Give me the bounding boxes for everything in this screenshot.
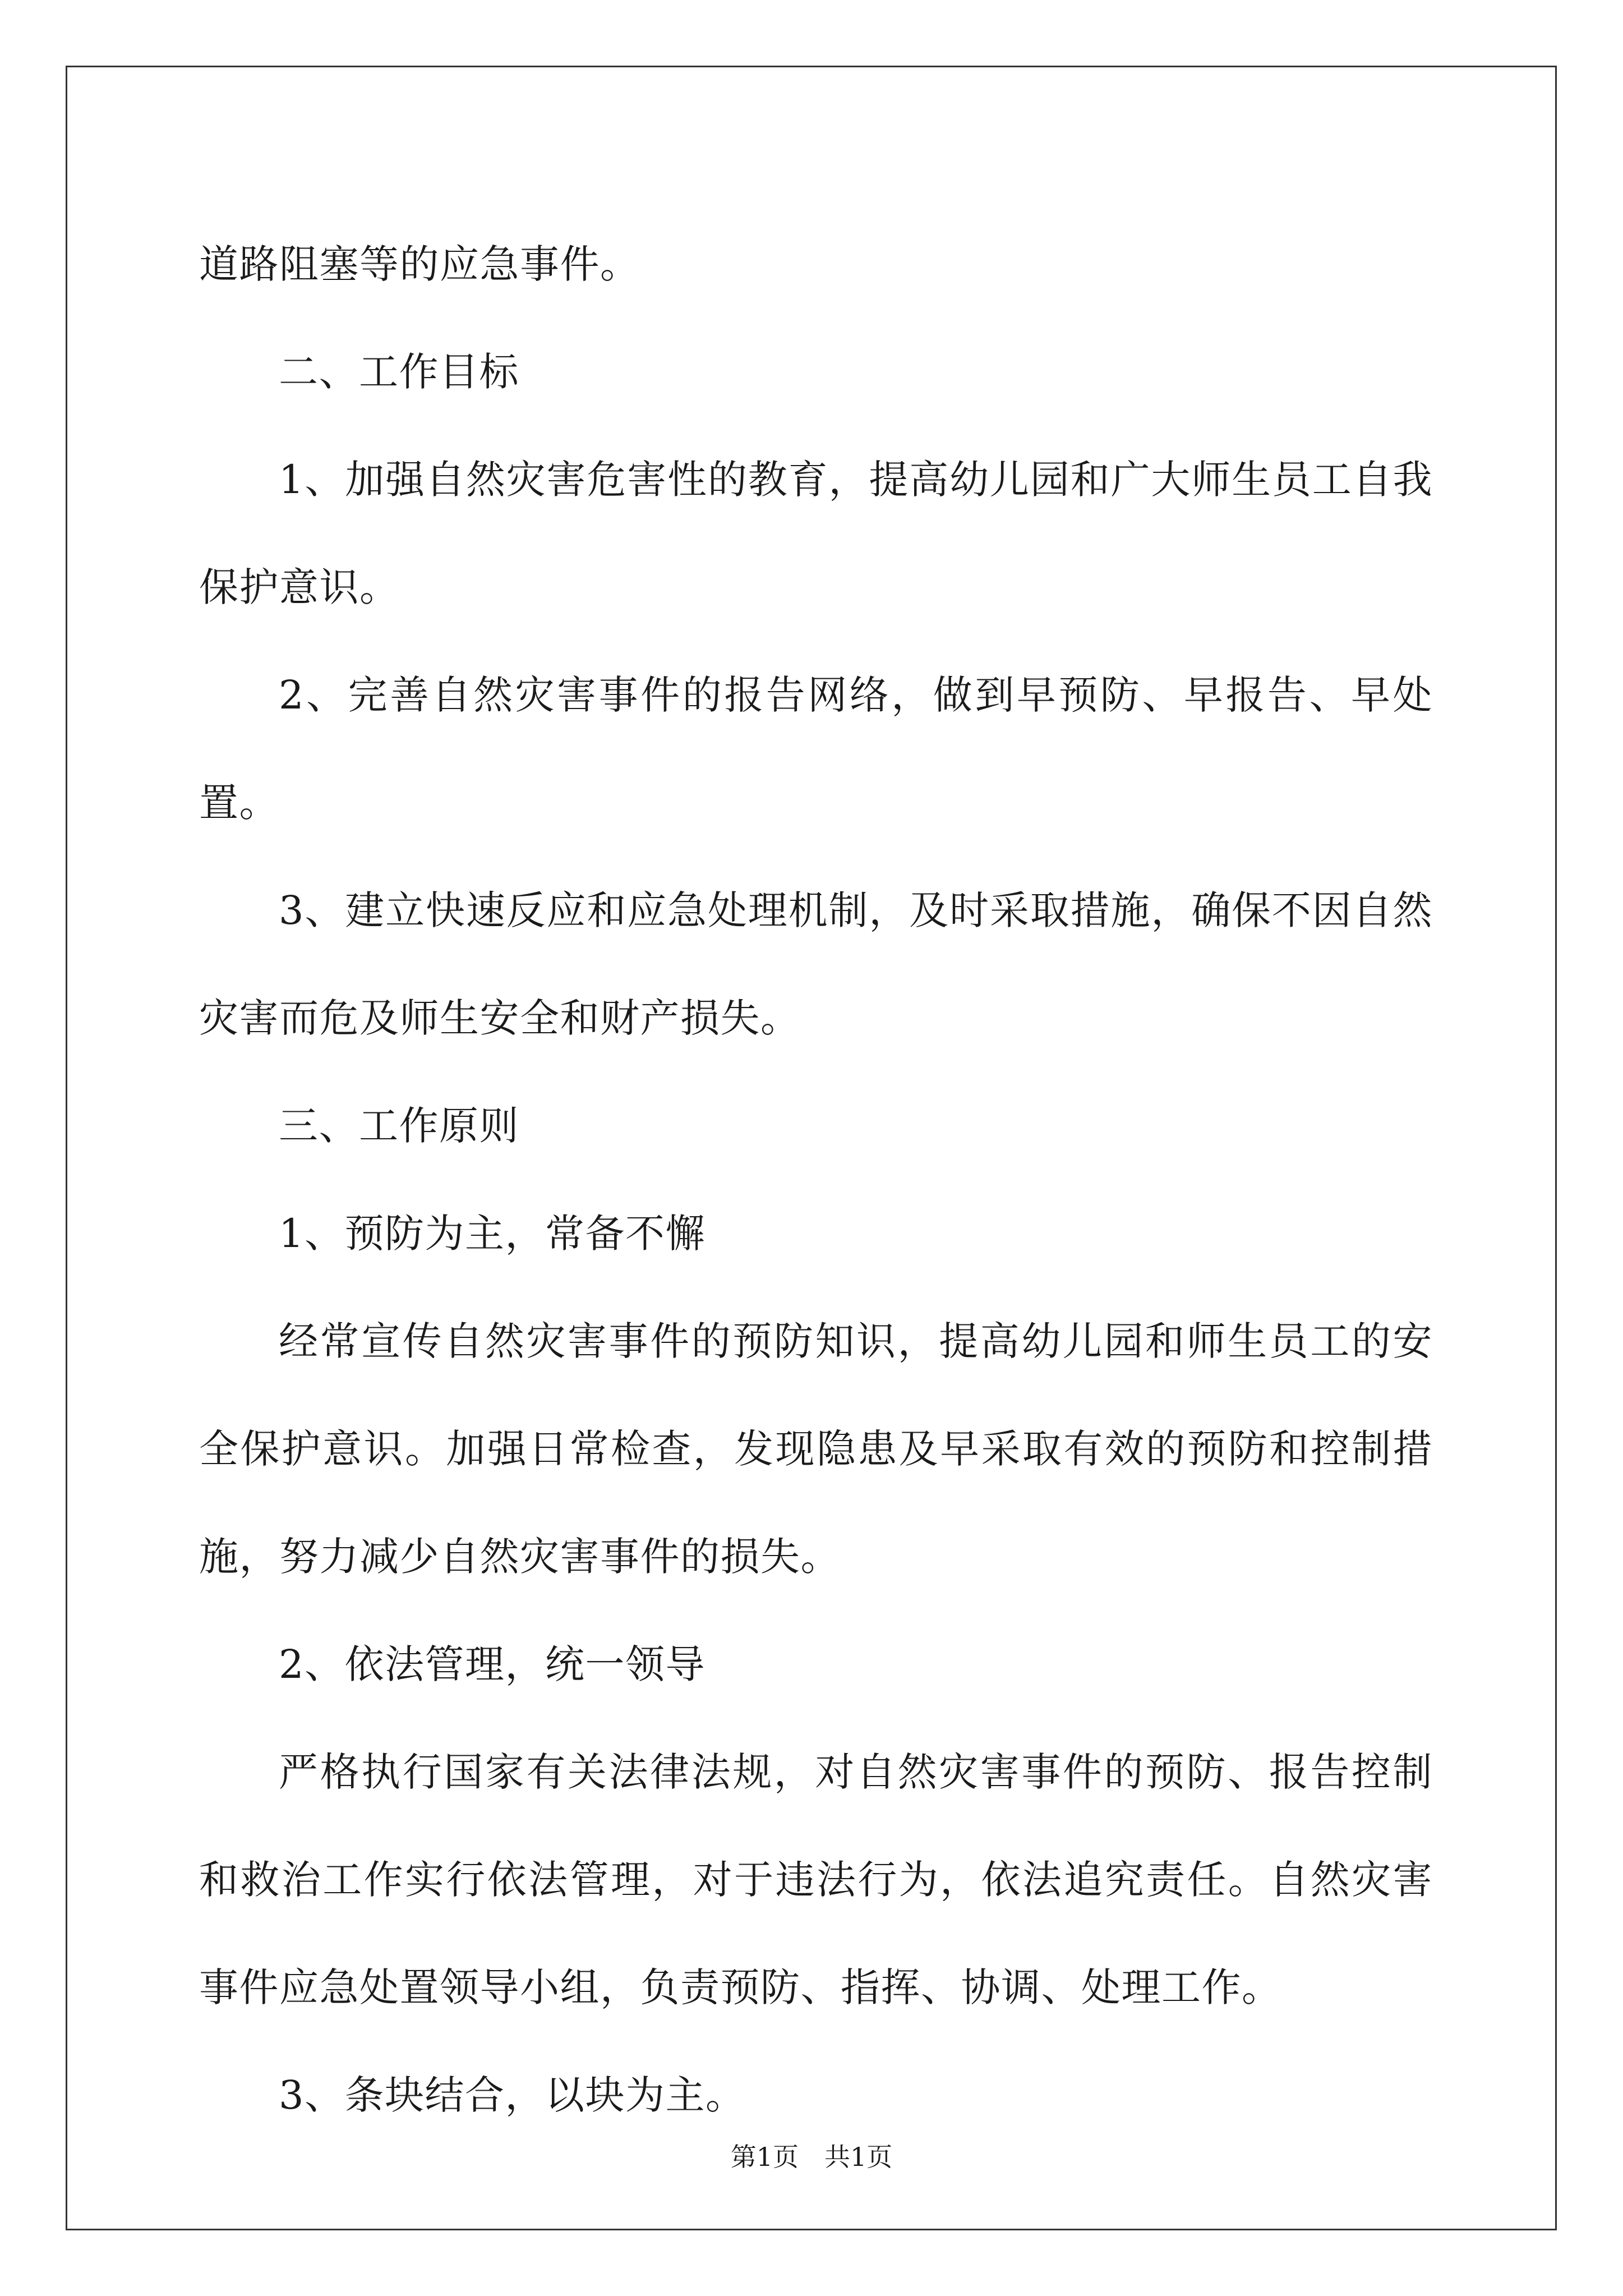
paragraph-goal-1: 1、加强自然灾害危害性的教育，提高幼儿园和广大师生员工自我保护意识。 [199,457,1433,610]
section-heading-principles: 三、工作原则 [279,1103,519,1149]
principle-heading-3: 3、条块结合，以块为主。 [279,2072,746,2118]
principle-heading-2: 2、依法管理，统一领导 [279,1641,706,1687]
principle-body-1: 经常宣传自然灾害事件的预防知识，提高幼儿园和师生员工的安全保护意识。加强日常检查，发现隐患及早采取有效的预防和控制措施，努力减少自然灾害事件的损失。 [199,1318,1433,1580]
principle-heading-1: 1、预防为主，常备不懈 [279,1211,706,1257]
paragraph-goal-2: 2、完善自然灾害事件的报告网络，做到早预防、早报告、早处置。 [199,672,1433,826]
page-number-footer: 第1页 共1页 [730,2142,893,2172]
section-heading-goals: 二、工作目标 [279,349,519,395]
principle-body-2: 严格执行国家有关法律法规，对自然灾害事件的预防、报告控制和救治工作实行依法管理，对于违法行为，依法追究责任。自然灾害事件应急处置领导小组，负责预防、指挥、协调、处理工作。 [199,1749,1433,2010]
paragraph-goal-3: 3、建立快速反应和应急处理机制，及时采取措施，确保不因自然灾害而危及师生安全和财产损失。 [199,887,1433,1041]
paragraph-1: 道路阻塞等的应急事件。 [199,241,640,287]
document-body [199,210,1433,2149]
